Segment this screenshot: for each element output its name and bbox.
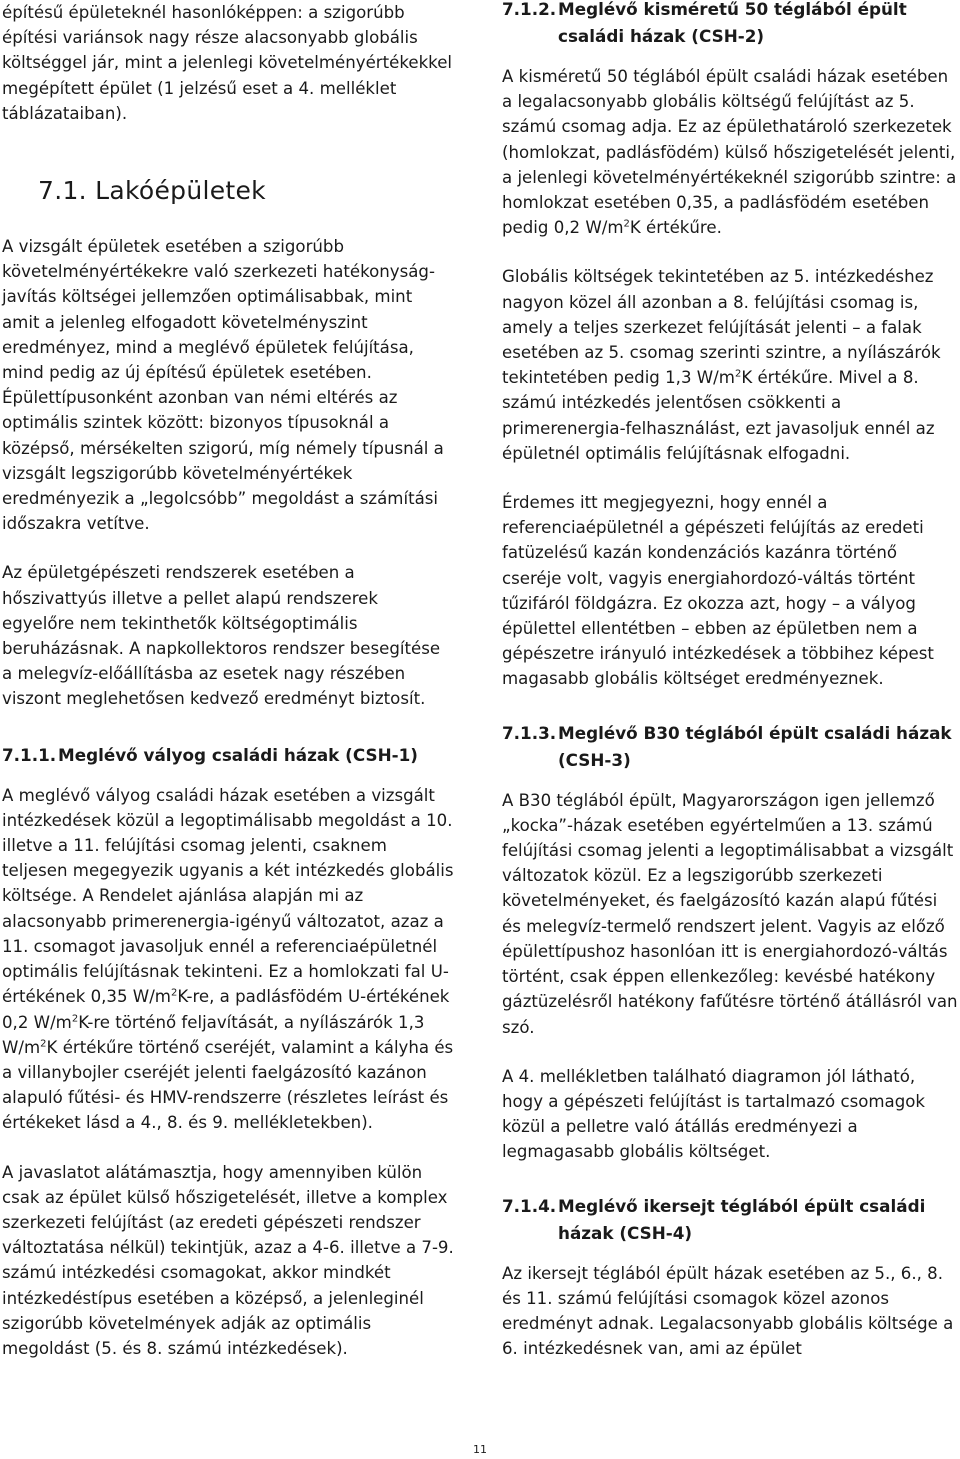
page-number: 11 xyxy=(473,1443,487,1456)
gepeszet-paragraph: Az épületgépészeti rendszerek esetében a hőszivattyús illetve a pellet alapú rendszerek egyelőre nem tekinthetők költségoptimális beruházásnak. A napkollektoros rendszer besegítése a melegvíz-előállításba az esetek nagy részében viszont meglehetősen kedvező eredményt biztosít. xyxy=(2,563,441,709)
lakoepuletek-paragraph: A vizsgált épületek esetében a szigorúbb követelményértékekre való szerkezeti hatékonyság-javítás költségei jellemzően optimálisabbak, mint amit a jelenleg elfogadott követelményszint eredményez, mind a meglévő épületek felújítása, mind pedig az új építésű épületek esetében. Épülettípusonként azonban van némi eltérés az optimális szintek között: bizonyos típusoknál a középső, mérsékelten szigorú, míg némely típusnál a vizsgált legszigorúbb követelményértékek eredményezik a „legolcsóbb” megoldást a számítási időszakra vetítve. xyxy=(2,237,444,534)
megjegyzes-paragraph: Érdemes itt megjegyezni, hogy ennél a referenciaépületnél a gépészeti felújítás az eredeti fatüzelésű kazán kondenzációs kazánra történő cseréje volt, vagyis energiahordozó-váltás történt tűzifáról földgázra. Ez okozza azt, hogy – a vályog épülettel ellentétben – ebben az épületben nem a gépészetre irányuló intézkedések a többihez képest magasabb globális költséget eredményeznek. xyxy=(502,493,934,689)
subsection-title: Meglévő kisméretű 50 téglából épült családi házak (CSH-2) xyxy=(558,0,907,46)
csh3-paragraph: A B30 téglából épült, Magyarországon igen jellemző „kocka”-házak esetében egyértelműen a 13. számú felújítási csomag jelenti a legoptimálisabbat a vizsgált változatok közül. Ez a legszigorúbb szerkezeti követelményeket, és faelgázosító kazán alapú fűtési és melegvíz-termelő rendszert jelent. Vagyis az előző épülettípushoz hasonlóan itt is energiahordozó-váltás történt, csak éppen ellenkezőleg: kevésbé hatékony gáztüzelésről hatékony fafűtésre történő átállásról van szó. xyxy=(502,790,958,1037)
subsection-number: 7.1.1. xyxy=(2,744,57,765)
subsection-number: 7.1.4. xyxy=(502,1195,557,1216)
subsection-heading-csh4 xyxy=(502,1193,958,1247)
csh1-paragraph: A meglévő vályog családi házak esetében a vizsgált intézkedések közül a legoptimálisabb megoldást a 10. illetve a 11. felújítási csomag jelenti, csaknem teljesen megegyezik ugyanis a két intézkedés globális költsége. A Rendelet ajánlása alapján mi az alacsonyabb primerenergia-igényű változatot, azaz a 11. csomagot javasoljuk ennél a referenciaépületnél optimális felújításnak tekinteni. Ez a homlokzati fal U-értékének 0,35 $W/m^2K-re$, a padlásfödém U-értékének 0,2 $W/m^2K-re$ történő feljavítását, a nyílászárók 1,3 $W/m^2K$ értékűre történő cseréjét, valamint a kályha és a villanybojler cseréjét jelenti faelgázosító kazánon alapuló fűtési- és HMV-rendszerre (részletes leírást és értékeket lásd a 4., 8. és 9. mellékletekben). xyxy=(2,785,454,1133)
subsection-number: 7.1.2. xyxy=(502,0,557,19)
subsection-title: Meglévő ikersejt téglából épült családi házak (CSH-4) xyxy=(558,1195,926,1243)
right-column xyxy=(502,0,958,1361)
globalis-koltseg-paragraph: Globális költségek tekintetében az 5. intézkedéshez nagyon közel áll azonban a 8. felújítási csomag is, amely a teljes szerkezet felújítását jelenti – a falak esetében az 5. csomag szerinti szintre, a nyílászárók tekintetében pedig 1,3 $W/m^2K$ értékűre. Mivel a 8. számú intézkedés jelentősen csökkenti a primerenergia-felhasználást, ezt javasoljuk ennél az épületnél optimális felújításnak elfogadni. xyxy=(502,267,941,463)
javaslat-paragraph: A javaslatot alátámasztja, hogy amennyiben külön csak az épület külső hőszigetelését, illetve a komplex szerkezeti felújítást (az eredeti gépészeti rendszer változtatása nélkül) tekintjük, azaz a 4-6. illetve a 7-9. számú intézkedési csomagokat, akkor mindkét intézkedéstípus esetében a középső, a jelenleginél szigorúbb követelmények adják az optimális megoldást (5. és 8. számú intézkedések). xyxy=(2,1162,454,1358)
subsection-heading-csh2 xyxy=(502,0,958,50)
section-heading: 7.1. Lakóépületek xyxy=(38,176,266,206)
subsection-number: 7.1.3. xyxy=(502,722,557,743)
subsection-title: Meglévő vályog családi házak (CSH-1) xyxy=(58,744,418,765)
subsection-title: Meglévő B30 téglából épült családi házak (CSH-3) xyxy=(558,722,952,770)
left-column xyxy=(2,0,454,1361)
subsection-heading-csh1 xyxy=(2,742,454,769)
csh2-paragraph: A kisméretű 50 téglából épült családi házak esetében a legalacsonyabb globális költségű felújítást az 5. számú csomag adja. Ez az épülethatároló szerkezetek (homlokzat, padlásfödém) külső hőszigetelését jelenti, a jelenlegi követelményértékeknél szigorúbb szintre: a homlokzat esetében 0,35, a padlásfödém esetében pedig 0,2 $W/m^2K$ értékűre. xyxy=(502,67,957,238)
subsection-heading-csh3 xyxy=(502,720,958,774)
intro-paragraph: építésű épületeknél hasonlóképpen: a szigorúbb építési variánsok nagy része alacsonyabb globális költséggel jár, mint a jelenlegi követelményértékekkel megépített épület (1 jelzésű eset a 4. melléklet táblázataiban). xyxy=(2,3,453,123)
csh4-paragraph: Az ikersejt téglából épült házak esetében az 5., 6., 8. és 11. számú felújítási csomagok közel azonos eredményt adnak. Legalacsonyabb globális költsége a 6. intézkedésnek van, ami az épület xyxy=(502,1263,954,1359)
diagram-paragraph: A 4. mellékletben található diagramon jól látható, hogy a gépészeti felújítást is tartalmazó csomagok közül a pelletre való átállás eredményezi a legmagasabb globális költséget. xyxy=(502,1066,926,1162)
